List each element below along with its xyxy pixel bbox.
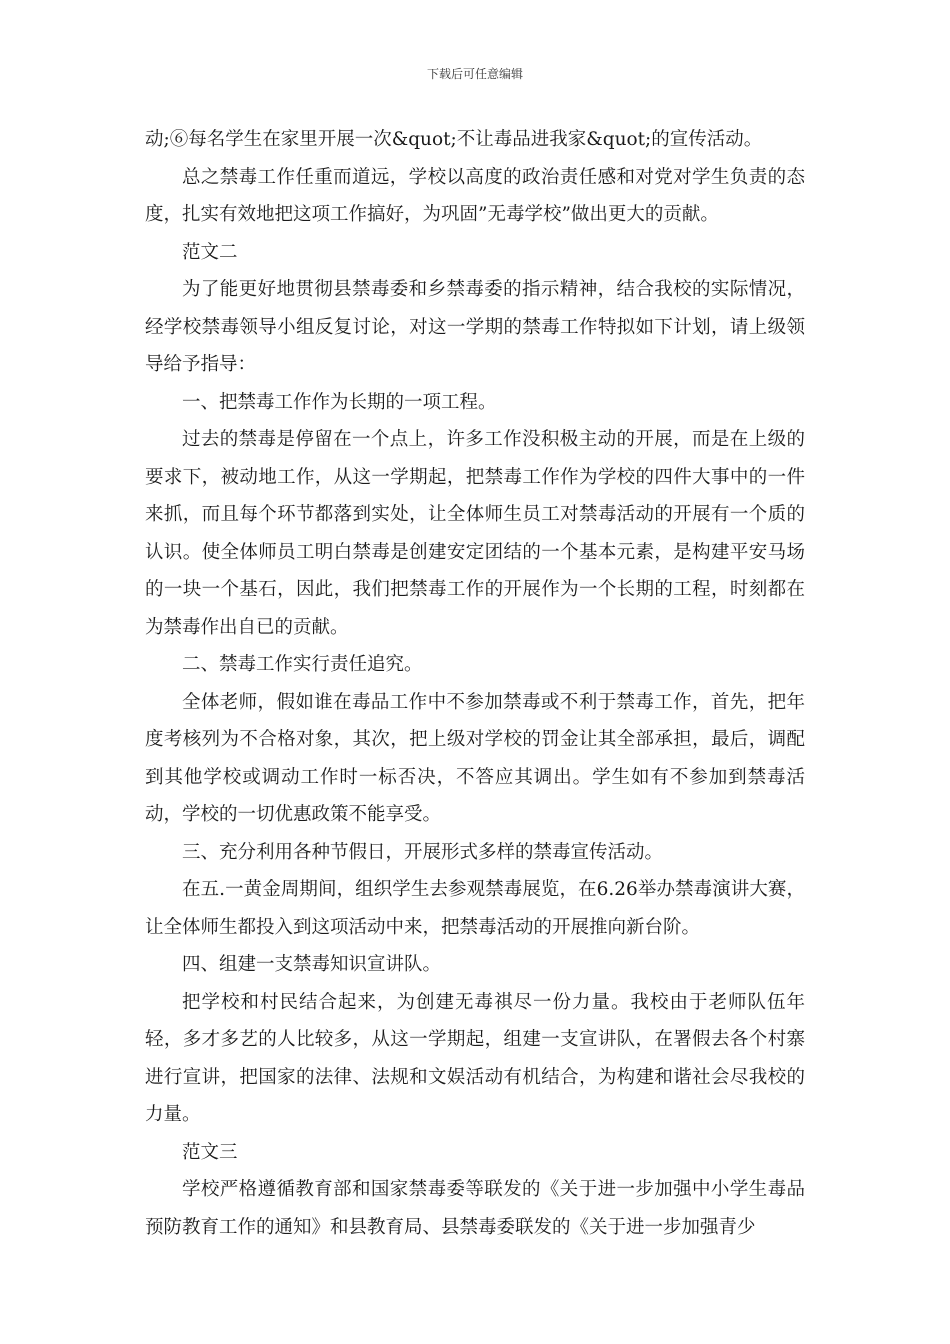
paragraph: 在五.一黄金周期间，组织学生去参观禁毒展览，在6.26举办禁毒演讲大赛，让全体师生都投入到这项活动中来，把禁毒活动的开展推向新台阶。 [145,879,805,938]
section-heading: 三、充分利用各种节假日，开展形式多样的禁毒宣传活动。 [182,841,664,863]
paragraph: 过去的禁毒是停留在一个点上，许多工作没积极主动的开展，而是在上级的要求下，被动地工作，从这一学期起，把禁毒工作作为学校的四件大事中的一件来抓，而且每个环节都落到实处，让全体师生员工对禁毒活动的开展有一个质的认识。使全体师员工明白禁毒是创建安定团结的一个基本元素，是构建平安马场的一块一个基石，因此，我们把禁毒工作的开展作为一个长期的工程，时刻都在为禁毒作出自已的贡献。 [145,429,805,638]
section-heading: 四、组建一支禁毒知识宣讲队。 [182,954,442,975]
paragraph: 把学校和村民结合起来，为创建无毒祺尽一份力量。我校由于老师队伍年轻，多才多艺的人比较多，从这一学期起，组建一支宣讲队，在署假去各个村寨进行宣讲，把国家的法律、法规和文娱活动有机结合，为构建和谐社会尽我校的力量。 [145,991,805,1125]
document-body [145,121,805,1246]
paragraph: 为了能更好地贯彻县禁毒委和乡禁毒委的指示精神，结合我校的实际情况，经学校禁毒领导小组反复讨论，对这一学期的禁毒工作特拟如下计划，请上级领导给予指导： [145,279,805,375]
section-heading: 一、把禁毒工作作为长期的一项工程。 [182,391,497,413]
paragraph: 学校严格遵循教育部和国家禁毒委等联发的《关于进一步加强中小学生毒品预防教育工作的通知》和县教育局、县禁毒委联发的《关于进一步加强青少 [145,1179,805,1238]
section-heading: 范文二 [182,241,238,263]
section-heading: 二、禁毒工作实行责任追究。 [182,654,423,675]
page-header: 下载后可任意编辑 [426,67,523,81]
paragraph: 总之禁毒工作任重而道远，学校以高度的政治责任感和对党对学生负责的态度，扎实有效地把这项工作搞好，为巩固”无毒学校”做出更大的贡献。 [145,166,805,225]
paragraph: 动;⑥每名学生在家里开展一次&quot;不让毒品进我家&quot;的宣传活动。 [145,129,763,150]
section-heading: 范文三 [182,1141,238,1163]
paragraph: 全体老师，假如谁在毒品工作中不参加禁毒或不利于禁毒工作，首先，把年度考核列为不合格对象，其次，把上级对学校的罚金让其全部承担，最后，调配到其他学校或调动工作时一标否决，不答应其调出。学生如有不参加到禁毒活动，学校的一切优惠政策不能享受。 [145,691,805,825]
